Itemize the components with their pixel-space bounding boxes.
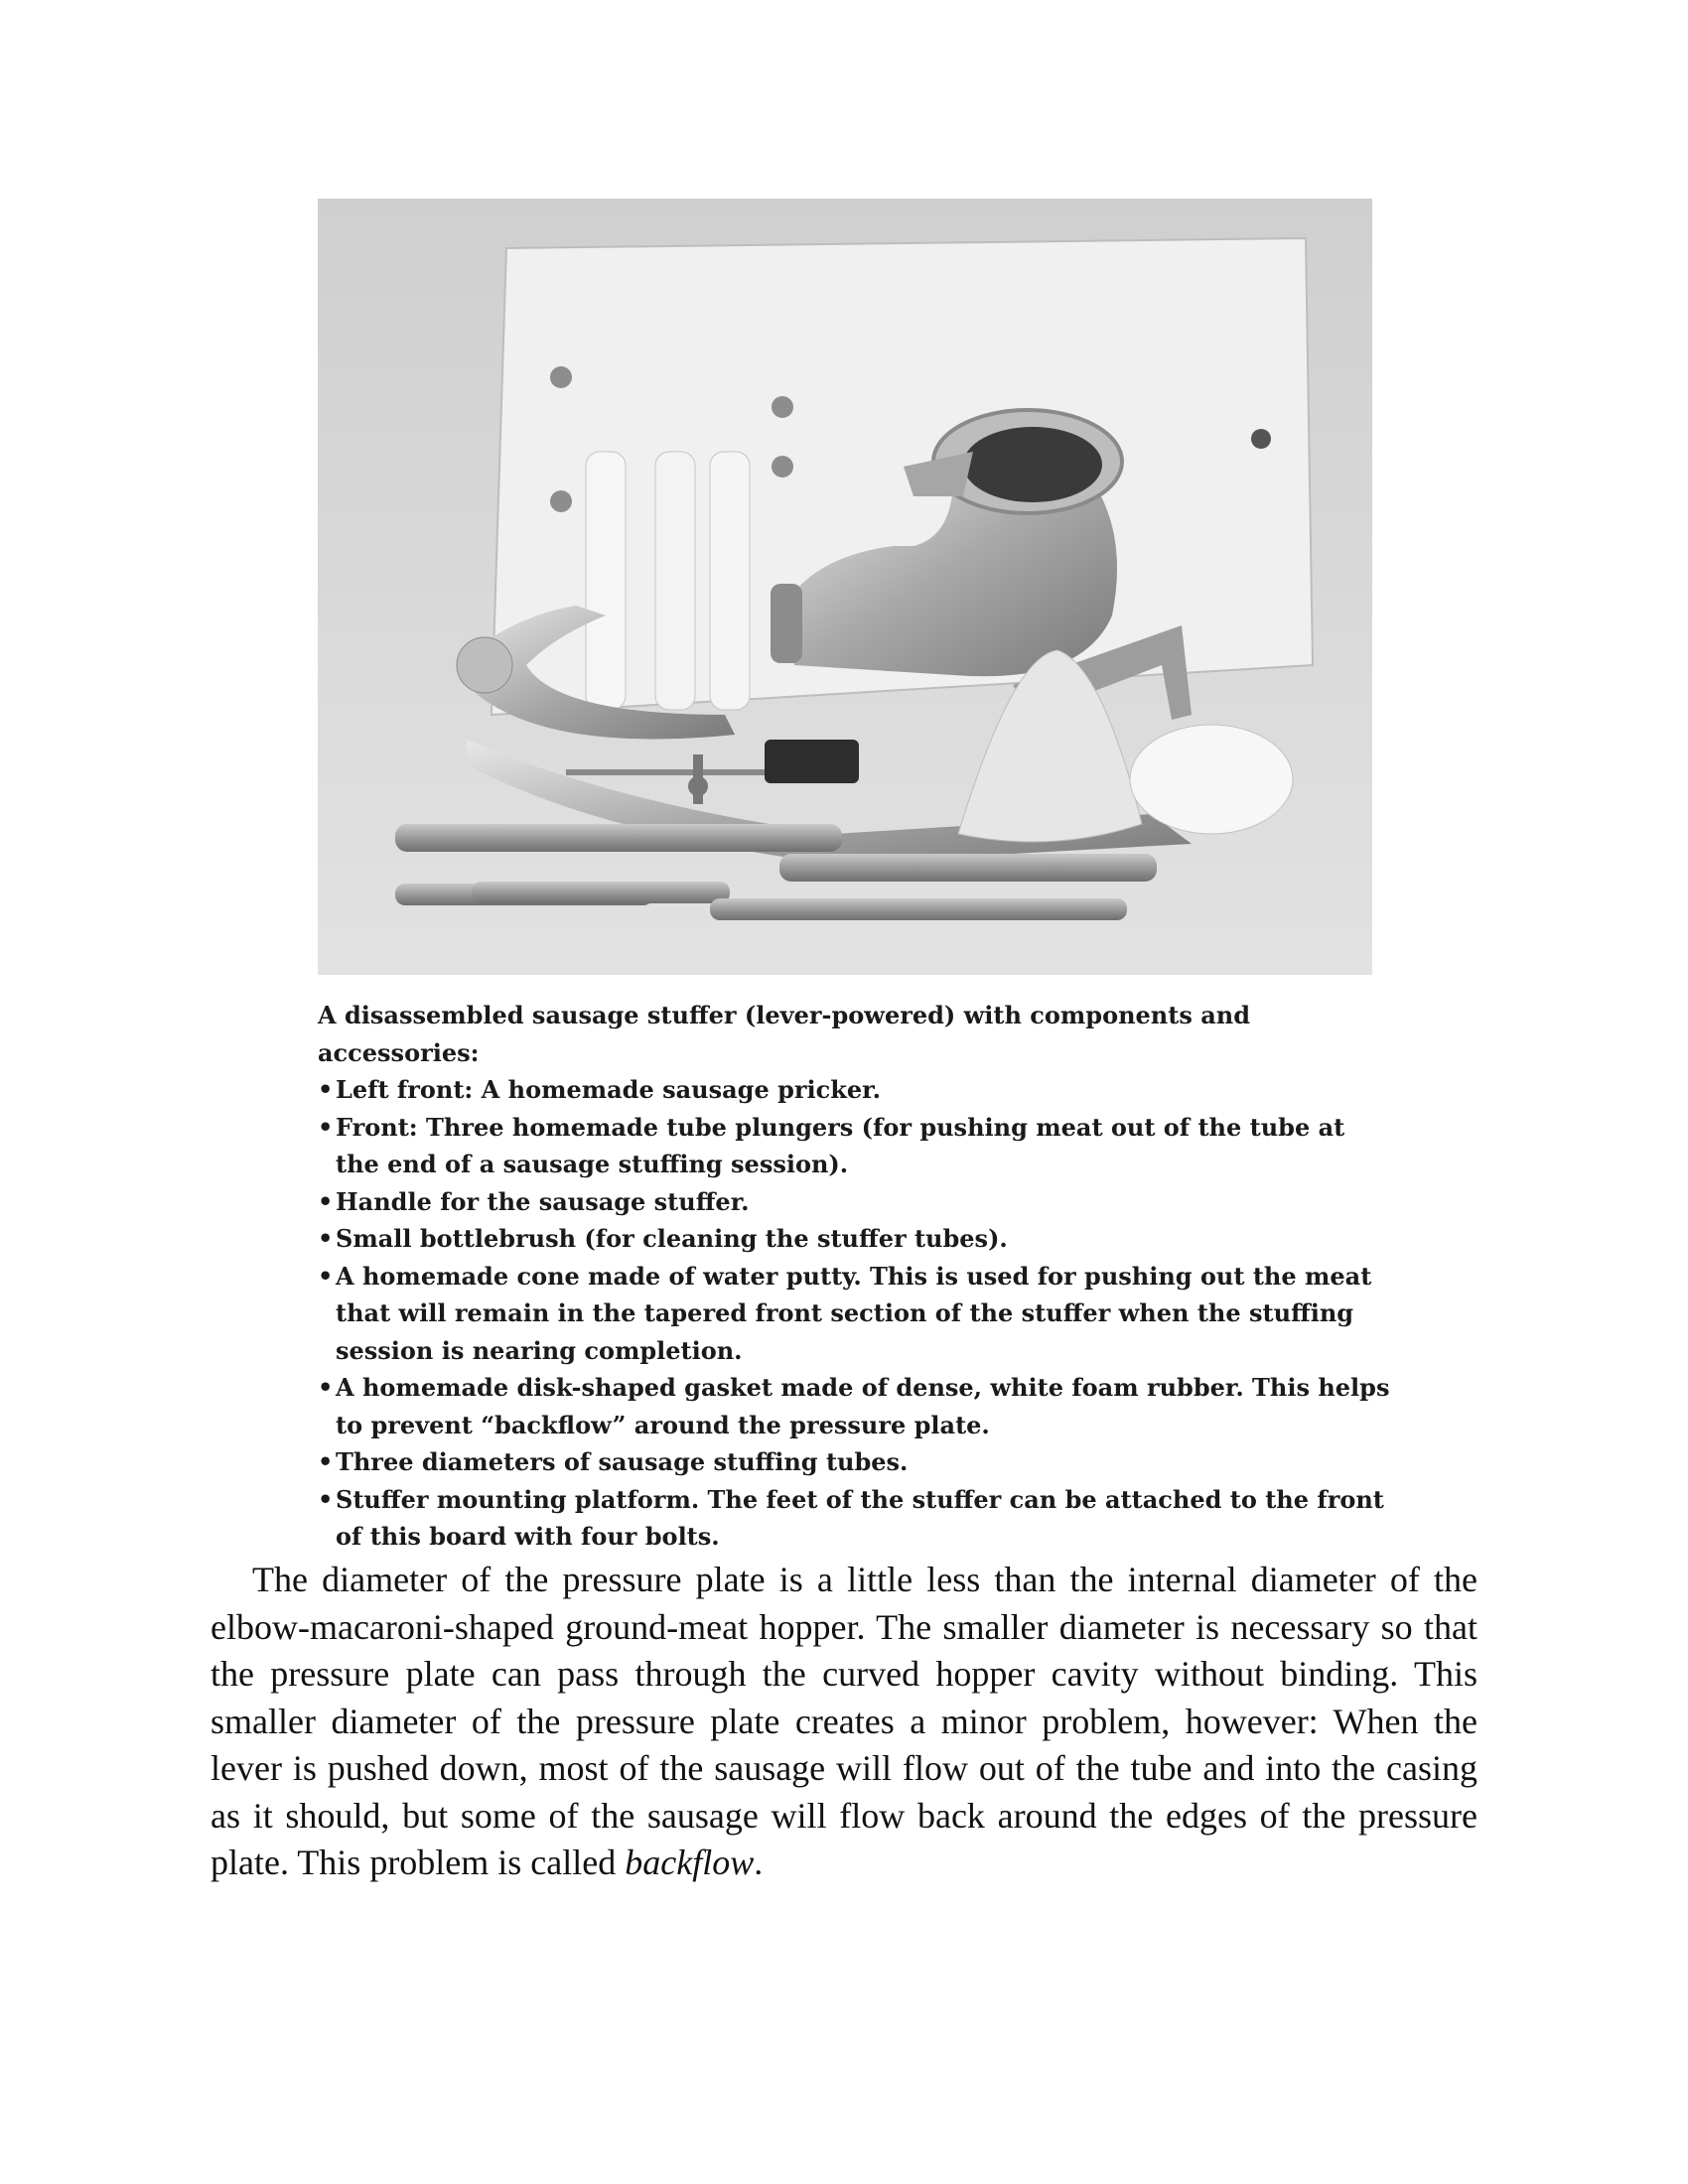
caption-item: • Front: Three homemade tube plungers (for pushing meat out of the tube at the end of a sausage stuffing session). — [318, 1109, 1390, 1183]
caption-title: A disassembled sausage stuffer (lever-powered) with components and accessories: — [318, 1001, 1250, 1067]
caption-item: • Stuffer mounting platform. The feet of the stuffer can be attached to the front of this board with four bolts. — [318, 1481, 1390, 1556]
sausage-stuffer-photo — [318, 199, 1372, 975]
caption-item: • A homemade cone made of water putty. This is used for pushing out the meat that will remain in the tapered front section of the stuffer when the stuffing session is nearing completion. — [318, 1258, 1390, 1370]
caption-list — [318, 1071, 1390, 1556]
figure-caption — [318, 997, 1390, 1556]
backflow-term: backflow — [625, 1843, 755, 1882]
body-paragraph — [211, 1557, 1477, 1887]
paragraph-end: . — [754, 1843, 764, 1882]
paragraph-lead: The diameter of the pressure plate is a little less than the internal diameter of the elbow-macaroni-shaped ground-meat hopper. The smaller diameter is necessary so that the pressure plate can pass through the curved hopper cavity without binding. This smaller diameter of the pressure plate creates a minor problem, however: When the lever is pushed down, most of the sausage will flow out of the tube and into the casing as it should, but some of the sausage will flow back around the edges of the pressure plate. This problem is called — [211, 1560, 1477, 1882]
caption-item: • Small bottlebrush (for cleaning the stuffer tubes). — [318, 1220, 1390, 1258]
caption-item: • Left front: A homemade sausage pricker. — [318, 1071, 1390, 1109]
caption-item: • Handle for the sausage stuffer. — [318, 1183, 1390, 1221]
caption-item: • A homemade disk-shaped gasket made of dense, white foam rubber. This helps to prevent “backflow” around the pressure plate. — [318, 1369, 1390, 1443]
caption-item: • Three diameters of sausage stuffing tubes. — [318, 1443, 1390, 1481]
